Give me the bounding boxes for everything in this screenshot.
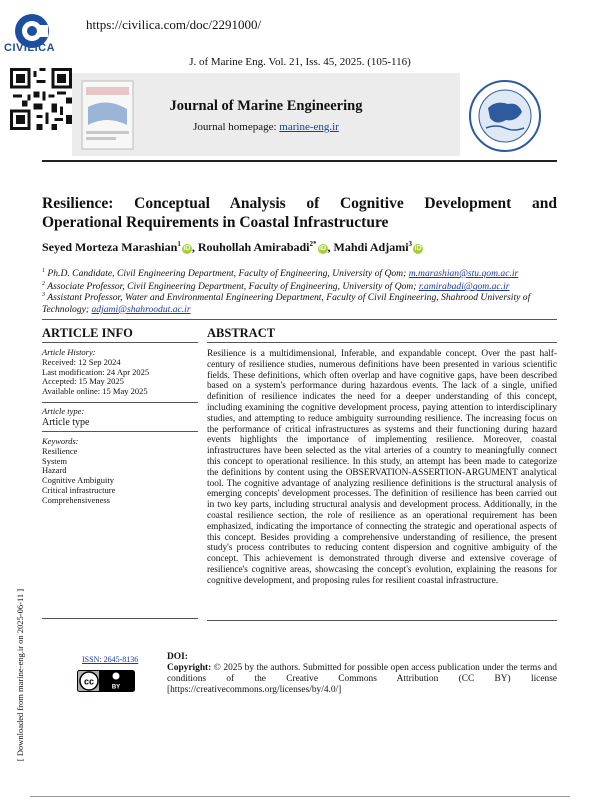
keywords-label: Keywords: — [42, 436, 79, 446]
keyword: Critical infrastructure — [42, 484, 116, 495]
affiliation-3 — [42, 290, 557, 315]
online-date: Available online: 15 May 2025 — [42, 386, 148, 397]
type-label: Article type: — [42, 406, 85, 416]
journal-reference: J. of Marine Eng. Vol. 21, Iss. 45, 2025. (105-116) — [189, 56, 411, 68]
copyright-label: Copyright: — [167, 663, 212, 673]
download-note: [ Downloaded from marine-eng.ir on 2025-06-11 ] — [15, 588, 25, 762]
keywords-block — [42, 437, 198, 506]
civilica-wordmark: CIVILICA — [4, 42, 56, 54]
qr-code — [10, 68, 72, 130]
doi-copyright — [167, 652, 557, 696]
author-name: Rouhollah Amirabadi — [197, 240, 310, 254]
email-link[interactable]: m.marashian@stu.qom.ac.ir — [408, 268, 519, 280]
issn-link[interactable]: ISSN: 2645-8136 — [82, 655, 139, 664]
journal-title: Journal of Marine Engineering — [169, 98, 363, 114]
author-affiliation-mark: 2* — [309, 240, 317, 248]
article-history — [42, 348, 198, 397]
keyword: Comprehensiveness — [42, 494, 110, 505]
keyword: System — [42, 455, 68, 466]
affiliation-rule — [42, 319, 557, 320]
journal-homepage — [72, 121, 460, 133]
type-value: Article type — [42, 416, 90, 428]
affiliation-mark: 3 — [42, 292, 45, 298]
affiliation-text: Ph.D. Candidate, Civil Engineering Department, Faculty of Engineering, University of Qom; — [45, 268, 409, 280]
paper-title-line-1: Resilience: Conceptual Analysis of Cognitive Development and — [42, 195, 557, 212]
author-name: Seyed Morteza Marashian — [42, 240, 178, 254]
marine-association-seal — [466, 78, 544, 154]
header-rule — [42, 160, 557, 162]
author-list: Seyed Morteza Marashian$^1$iD , Rouhollah Amirabadi$^{2*}$iD , Mahdi Adjami$^3$iD — [42, 240, 422, 254]
type-rule — [42, 431, 198, 432]
article-type — [42, 407, 198, 429]
info-bottom-rule — [42, 618, 198, 619]
affiliation-mark: 2 — [42, 281, 45, 287]
affiliation-text: Assistant Professor, Water and Environmental Engineering Department, Faculty of Civil Engineering, Shahrood University of Technology; — [42, 292, 531, 315]
homepage-label: Journal homepage: — [193, 121, 280, 133]
cc-by-badge[interactable] — [77, 670, 135, 692]
author-affiliation-mark: 1 — [177, 240, 181, 248]
keyword: Cognitive Ambiguity — [42, 475, 115, 486]
orcid-icon[interactable]: iD — [319, 245, 327, 252]
abstract-bottom-rule — [207, 620, 557, 621]
svg-text:cc: cc — [83, 676, 95, 687]
email-link[interactable]: r.amirabadi@qom.ac.ir — [418, 281, 510, 293]
document-url[interactable]: https://civilica.com/doc/2291000/ — [86, 17, 262, 32]
orcid-icon[interactable]: iD — [183, 245, 191, 252]
abstract-text — [207, 349, 557, 587]
history-label: Article History: — [42, 347, 96, 357]
paper-title-line-2: Operational Requirements in Coastal Infrastructure — [42, 214, 389, 231]
accepted-date: Accepted: 15 May 2025 — [42, 376, 124, 387]
doi-label: DOI: — [167, 652, 188, 662]
keyword: Resilience — [42, 445, 78, 456]
abstract-rule — [207, 342, 557, 343]
abstract-heading: ABSTRACT — [207, 326, 276, 340]
journal-cover-logo — [80, 79, 135, 151]
affiliation-1 — [42, 266, 557, 280]
received-date: Received: 12 Sep 2024 — [42, 356, 121, 367]
history-rule — [42, 402, 198, 403]
homepage-link[interactable]: marine-eng.ir — [279, 121, 339, 133]
author-name: Mahdi Adjami — [333, 240, 409, 254]
affiliation-text: Associate Professor, Civil Engineering Department, Faculty of Engineering, University of Qom; — [45, 281, 419, 293]
article-info-heading: ARTICLE INFO — [42, 326, 133, 340]
modified-date: Last modification: 24 Apr 2025 — [42, 366, 150, 377]
abstract-paragraph: Resilience is a multidimensional, Inferable, and expandable concept. Over the past half-century of resilience studies, numerous definitions have been presented in various scientific fields. These definitions, which often overlap and have cognitive gaps, have been described based on a system's performance during hazardous events. The lack of a single, unified definition of resilience indicates the need for a deeper understanding of this concept, including examining the cognitive development process, paying attention to interdisciplinary studies, and attempting to reduce ambiguity surrounding resilience. The increasing focus on the performance of critical infrastructures as systems and their functioning during hazard events highlights the importance of implementing resilience. Moreover, coastal infrastructures have been selected as the vital arteries of a country to meaningfully connect this concept to operational resilience. In this study, an attempt has been made to categorize the definitions by content using the OBSERVATION-ASSERTION-ARGUMENT analytical tool. The cognitive advantage of analyzing resilience definitions is the structural analysis of emerging concepts' development processes. The definition of resilience has been carried out in two key parts, including structural analysis and development process. Additionally, in the coastal resilience section, the role of resilience as an operational requirement has been emphasized, indicating the importance of connecting the strategic and operational aspects of this concept. Besides providing a comprehensive understanding of resilience, the present study's process contributes to reducing content dispersion and cognitive ambiguity of the concept. This achievement is demonstrated through diverse and extensive coverage of resilience's cognitive areas, showcasing the concept's evolution, explaining the reasons for cognitive development, and proposing rules for resilient coastal infrastructure. — [207, 349, 557, 586]
keyword: Hazard — [42, 465, 67, 476]
page-bottom-rule — [30, 796, 570, 797]
copyright-text: © 2025 by the authors. Submitted for possible open access publication under the terms and conditions of the Creative Commons Attribution (CC BY) license [https://creativecommons.org/licenses/by/4.0/] — [167, 663, 557, 695]
article-info-rule — [42, 342, 198, 343]
orcid-icon[interactable]: iD — [414, 245, 422, 252]
affiliation-mark: 1 — [42, 268, 45, 274]
author-affiliation-mark: 3 — [408, 240, 413, 248]
email-link[interactable]: adjami@shahroodut.ac.ir — [91, 303, 191, 315]
svg-text:BY: BY — [111, 684, 121, 691]
